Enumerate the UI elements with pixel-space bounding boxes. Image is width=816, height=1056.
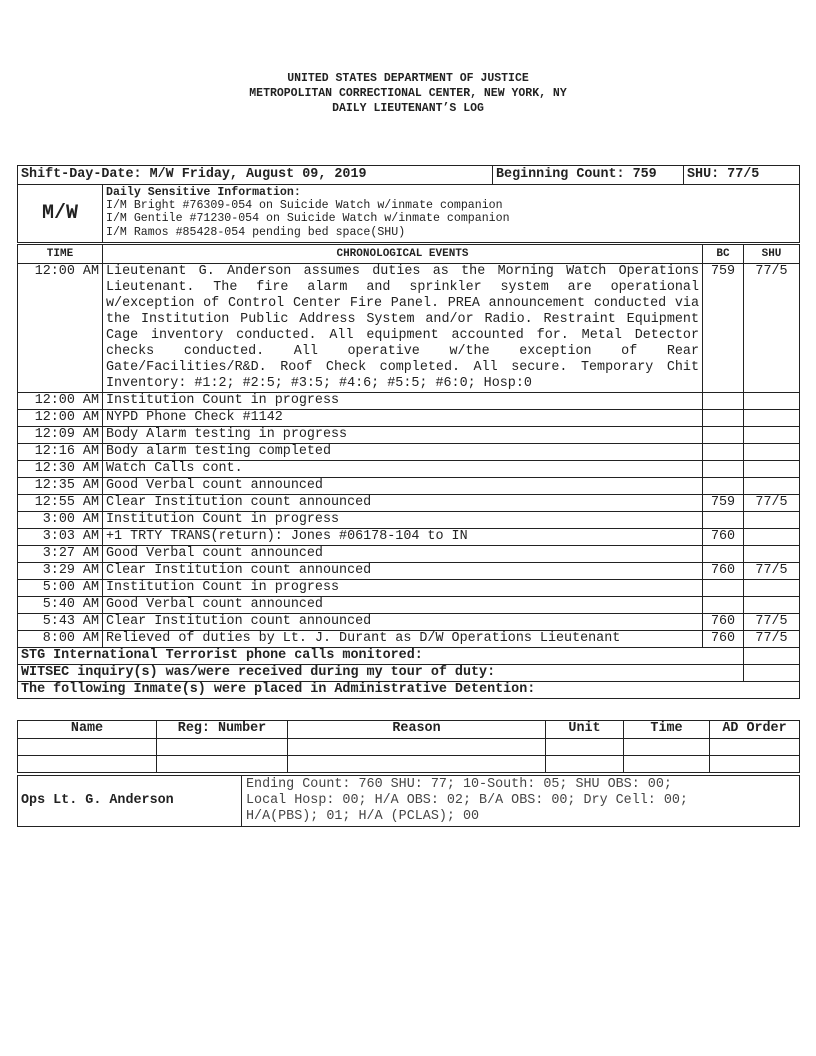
event-text bbox=[103, 264, 703, 393]
footer-table bbox=[17, 775, 800, 827]
ad-header-unit: Unit bbox=[546, 721, 624, 739]
time-column-header: TIME bbox=[18, 245, 103, 264]
event-shu bbox=[744, 427, 800, 444]
ad-header-order: AD Order bbox=[710, 721, 800, 739]
sensitive-info-table bbox=[17, 184, 800, 243]
bc-column-header: BC bbox=[703, 245, 744, 264]
table-row bbox=[18, 580, 800, 597]
event-time: 12:16 AM bbox=[18, 444, 103, 461]
witsec-note: WITSEC inquiry(s) was/were received during my tour of duty: bbox=[18, 665, 744, 682]
event-time: 3:27 AM bbox=[18, 546, 103, 563]
table-row bbox=[18, 427, 800, 444]
event-text: Institution Count in progress bbox=[103, 580, 703, 597]
table-row bbox=[18, 393, 800, 410]
event-bc: 760 bbox=[703, 614, 744, 631]
signature: Ops Lt. G. Anderson bbox=[18, 776, 242, 827]
event-text: Watch Calls cont. bbox=[103, 461, 703, 478]
event-shu bbox=[744, 393, 800, 410]
event-text: Clear Institution count announced bbox=[103, 495, 703, 512]
event-bc: 759 bbox=[703, 264, 744, 393]
events-body bbox=[18, 264, 800, 699]
event-bc bbox=[703, 410, 744, 427]
ad-header-name: Name bbox=[18, 721, 157, 739]
event-text-block: Lieutenant G. Anderson assumes duties as the Morning Watch Operations Lieutenant. The fire alarm and sprinkler system are operational w/exception of Control Center Fire Panel. PREA announcement conducted via the Institution Public Address System and/or Radio. Restraint Equipment Cage inventory conducted. All equipment accounted for. Metal Detector checks conducted. All operative w/the exception of Rear Gate/Facilities/R&D. Roof Check completed. All secure. Temporary Chit Inventory: #1:2; #2:5; #3:5; #4:6; #5:5; #6:0; Hosp:0 bbox=[106, 264, 699, 391]
ad-header-time: Time bbox=[624, 721, 710, 739]
event-shu: 77/5 bbox=[744, 631, 800, 648]
event-text: Good Verbal count announced bbox=[103, 597, 703, 614]
event-time: 3:29 AM bbox=[18, 563, 103, 580]
event-bc: 760 bbox=[703, 631, 744, 648]
table-row bbox=[18, 739, 800, 756]
event-time: 12:35 AM bbox=[18, 478, 103, 495]
table-row bbox=[18, 563, 800, 580]
event-time: 3:00 AM bbox=[18, 512, 103, 529]
facility-name: METROPOLITAN CORRECTIONAL CENTER, NEW YORK, NY bbox=[249, 87, 567, 100]
event-time: 5:43 AM bbox=[18, 614, 103, 631]
event-shu: 77/5 bbox=[744, 495, 800, 512]
event-bc bbox=[703, 478, 744, 495]
sensitive-info-title: Daily Sensitive Information: bbox=[106, 186, 301, 199]
summary-table bbox=[17, 165, 800, 185]
event-bc: 760 bbox=[703, 529, 744, 546]
event-bc: 760 bbox=[703, 563, 744, 580]
event-shu bbox=[744, 529, 800, 546]
event-time: 5:40 AM bbox=[18, 597, 103, 614]
table-row bbox=[18, 410, 800, 427]
event-bc bbox=[703, 444, 744, 461]
table-row bbox=[18, 461, 800, 478]
sensitive-line: I/M Ramos #85428-054 pending bed space(SHU) bbox=[106, 225, 406, 239]
event-time: 12:00 AM bbox=[18, 410, 103, 427]
table-row bbox=[18, 665, 800, 682]
table-row bbox=[18, 264, 800, 393]
event-text: Clear Institution count announced bbox=[103, 614, 703, 631]
events-column-header: CHRONOLOGICAL EVENTS bbox=[103, 245, 703, 264]
stg-blank bbox=[744, 648, 800, 665]
shift-code: M/W bbox=[18, 185, 103, 243]
ending-count-line: Local Hosp: 00; H/A OBS: 02; B/A OBS: 00; Dry Cell: 00; bbox=[246, 793, 688, 808]
table-row bbox=[18, 597, 800, 614]
event-text: Body alarm testing completed bbox=[103, 444, 703, 461]
event-time: 12:09 AM bbox=[18, 427, 103, 444]
sensitive-info bbox=[103, 185, 800, 243]
event-time: 5:00 AM bbox=[18, 580, 103, 597]
event-shu bbox=[744, 461, 800, 478]
table-row bbox=[18, 529, 800, 546]
event-shu bbox=[744, 546, 800, 563]
event-text: NYPD Phone Check #1142 bbox=[103, 410, 703, 427]
event-shu bbox=[744, 580, 800, 597]
event-bc bbox=[703, 597, 744, 614]
event-shu bbox=[744, 410, 800, 427]
event-shu: 77/5 bbox=[744, 563, 800, 580]
stg-note: STG International Terrorist phone calls monitored: bbox=[18, 648, 744, 665]
table-row bbox=[18, 478, 800, 495]
sensitive-line: I/M Bright #76309-054 on Suicide Watch w/inmate companion bbox=[106, 199, 503, 213]
event-time: 8:00 AM bbox=[18, 631, 103, 648]
table-row bbox=[18, 546, 800, 563]
event-time: 12:55 AM bbox=[18, 495, 103, 512]
event-text: Body Alarm testing in progress bbox=[103, 427, 703, 444]
event-bc: 759 bbox=[703, 495, 744, 512]
event-bc bbox=[703, 461, 744, 478]
event-text: +1 TRTY TRANS(return): Jones #06178-104 to IN bbox=[103, 529, 703, 546]
document-header bbox=[0, 71, 816, 116]
event-shu bbox=[744, 512, 800, 529]
table-row bbox=[18, 682, 800, 699]
ad-header-reason: Reason bbox=[288, 721, 546, 739]
event-shu: 77/5 bbox=[744, 264, 800, 393]
shu-column-header: SHU bbox=[744, 245, 800, 264]
event-text: Good Verbal count announced bbox=[103, 546, 703, 563]
table-row bbox=[18, 631, 800, 648]
event-text: Institution Count in progress bbox=[103, 512, 703, 529]
event-text: Good Verbal count announced bbox=[103, 478, 703, 495]
table-row bbox=[18, 648, 800, 665]
table-row bbox=[18, 512, 800, 529]
sensitive-line: I/M Gentile #71230-054 on Suicide Watch w/inmate companion bbox=[106, 212, 510, 226]
ending-count bbox=[242, 776, 800, 827]
event-shu bbox=[744, 478, 800, 495]
events-table bbox=[17, 244, 800, 699]
ad-table bbox=[17, 720, 800, 773]
ad-header-reg: Reg: Number bbox=[157, 721, 288, 739]
witsec-blank bbox=[744, 665, 800, 682]
event-bc bbox=[703, 546, 744, 563]
table-row bbox=[18, 756, 800, 773]
beginning-count: Beginning Count: 759 bbox=[493, 166, 684, 185]
event-bc bbox=[703, 580, 744, 597]
shift-day-date: Shift-Day-Date: M/W Friday, August 09, 2019 bbox=[18, 166, 493, 185]
event-text: Institution Count in progress bbox=[103, 393, 703, 410]
event-time: 12:00 AM bbox=[18, 264, 103, 393]
agency-name: UNITED STATES DEPARTMENT OF JUSTICE bbox=[287, 72, 529, 85]
ending-count-line: Ending Count: 760 SHU: 77; 10-South: 05; SHU OBS: 00; bbox=[246, 777, 672, 792]
event-shu bbox=[744, 597, 800, 614]
ad-note: The following Inmate(s) were placed in Administrative Detention: bbox=[18, 682, 800, 699]
event-bc bbox=[703, 393, 744, 410]
event-text: Clear Institution count announced bbox=[103, 563, 703, 580]
event-time: 3:03 AM bbox=[18, 529, 103, 546]
event-bc bbox=[703, 427, 744, 444]
table-row bbox=[18, 495, 800, 512]
shu-count: SHU: 77/5 bbox=[684, 166, 800, 185]
table-row bbox=[18, 614, 800, 631]
event-shu: 77/5 bbox=[744, 614, 800, 631]
event-text: Relieved of duties by Lt. J. Durant as D/W Operations Lieutenant bbox=[103, 631, 703, 648]
event-time: 12:00 AM bbox=[18, 393, 103, 410]
event-shu bbox=[744, 444, 800, 461]
event-time: 12:30 AM bbox=[18, 461, 103, 478]
ending-count-line: H/A(PBS); 01; H/A (PCLAS); 00 bbox=[246, 809, 480, 824]
log-title: DAILY LIEUTENANT’S LOG bbox=[332, 102, 484, 115]
event-bc bbox=[703, 512, 744, 529]
table-row bbox=[18, 444, 800, 461]
